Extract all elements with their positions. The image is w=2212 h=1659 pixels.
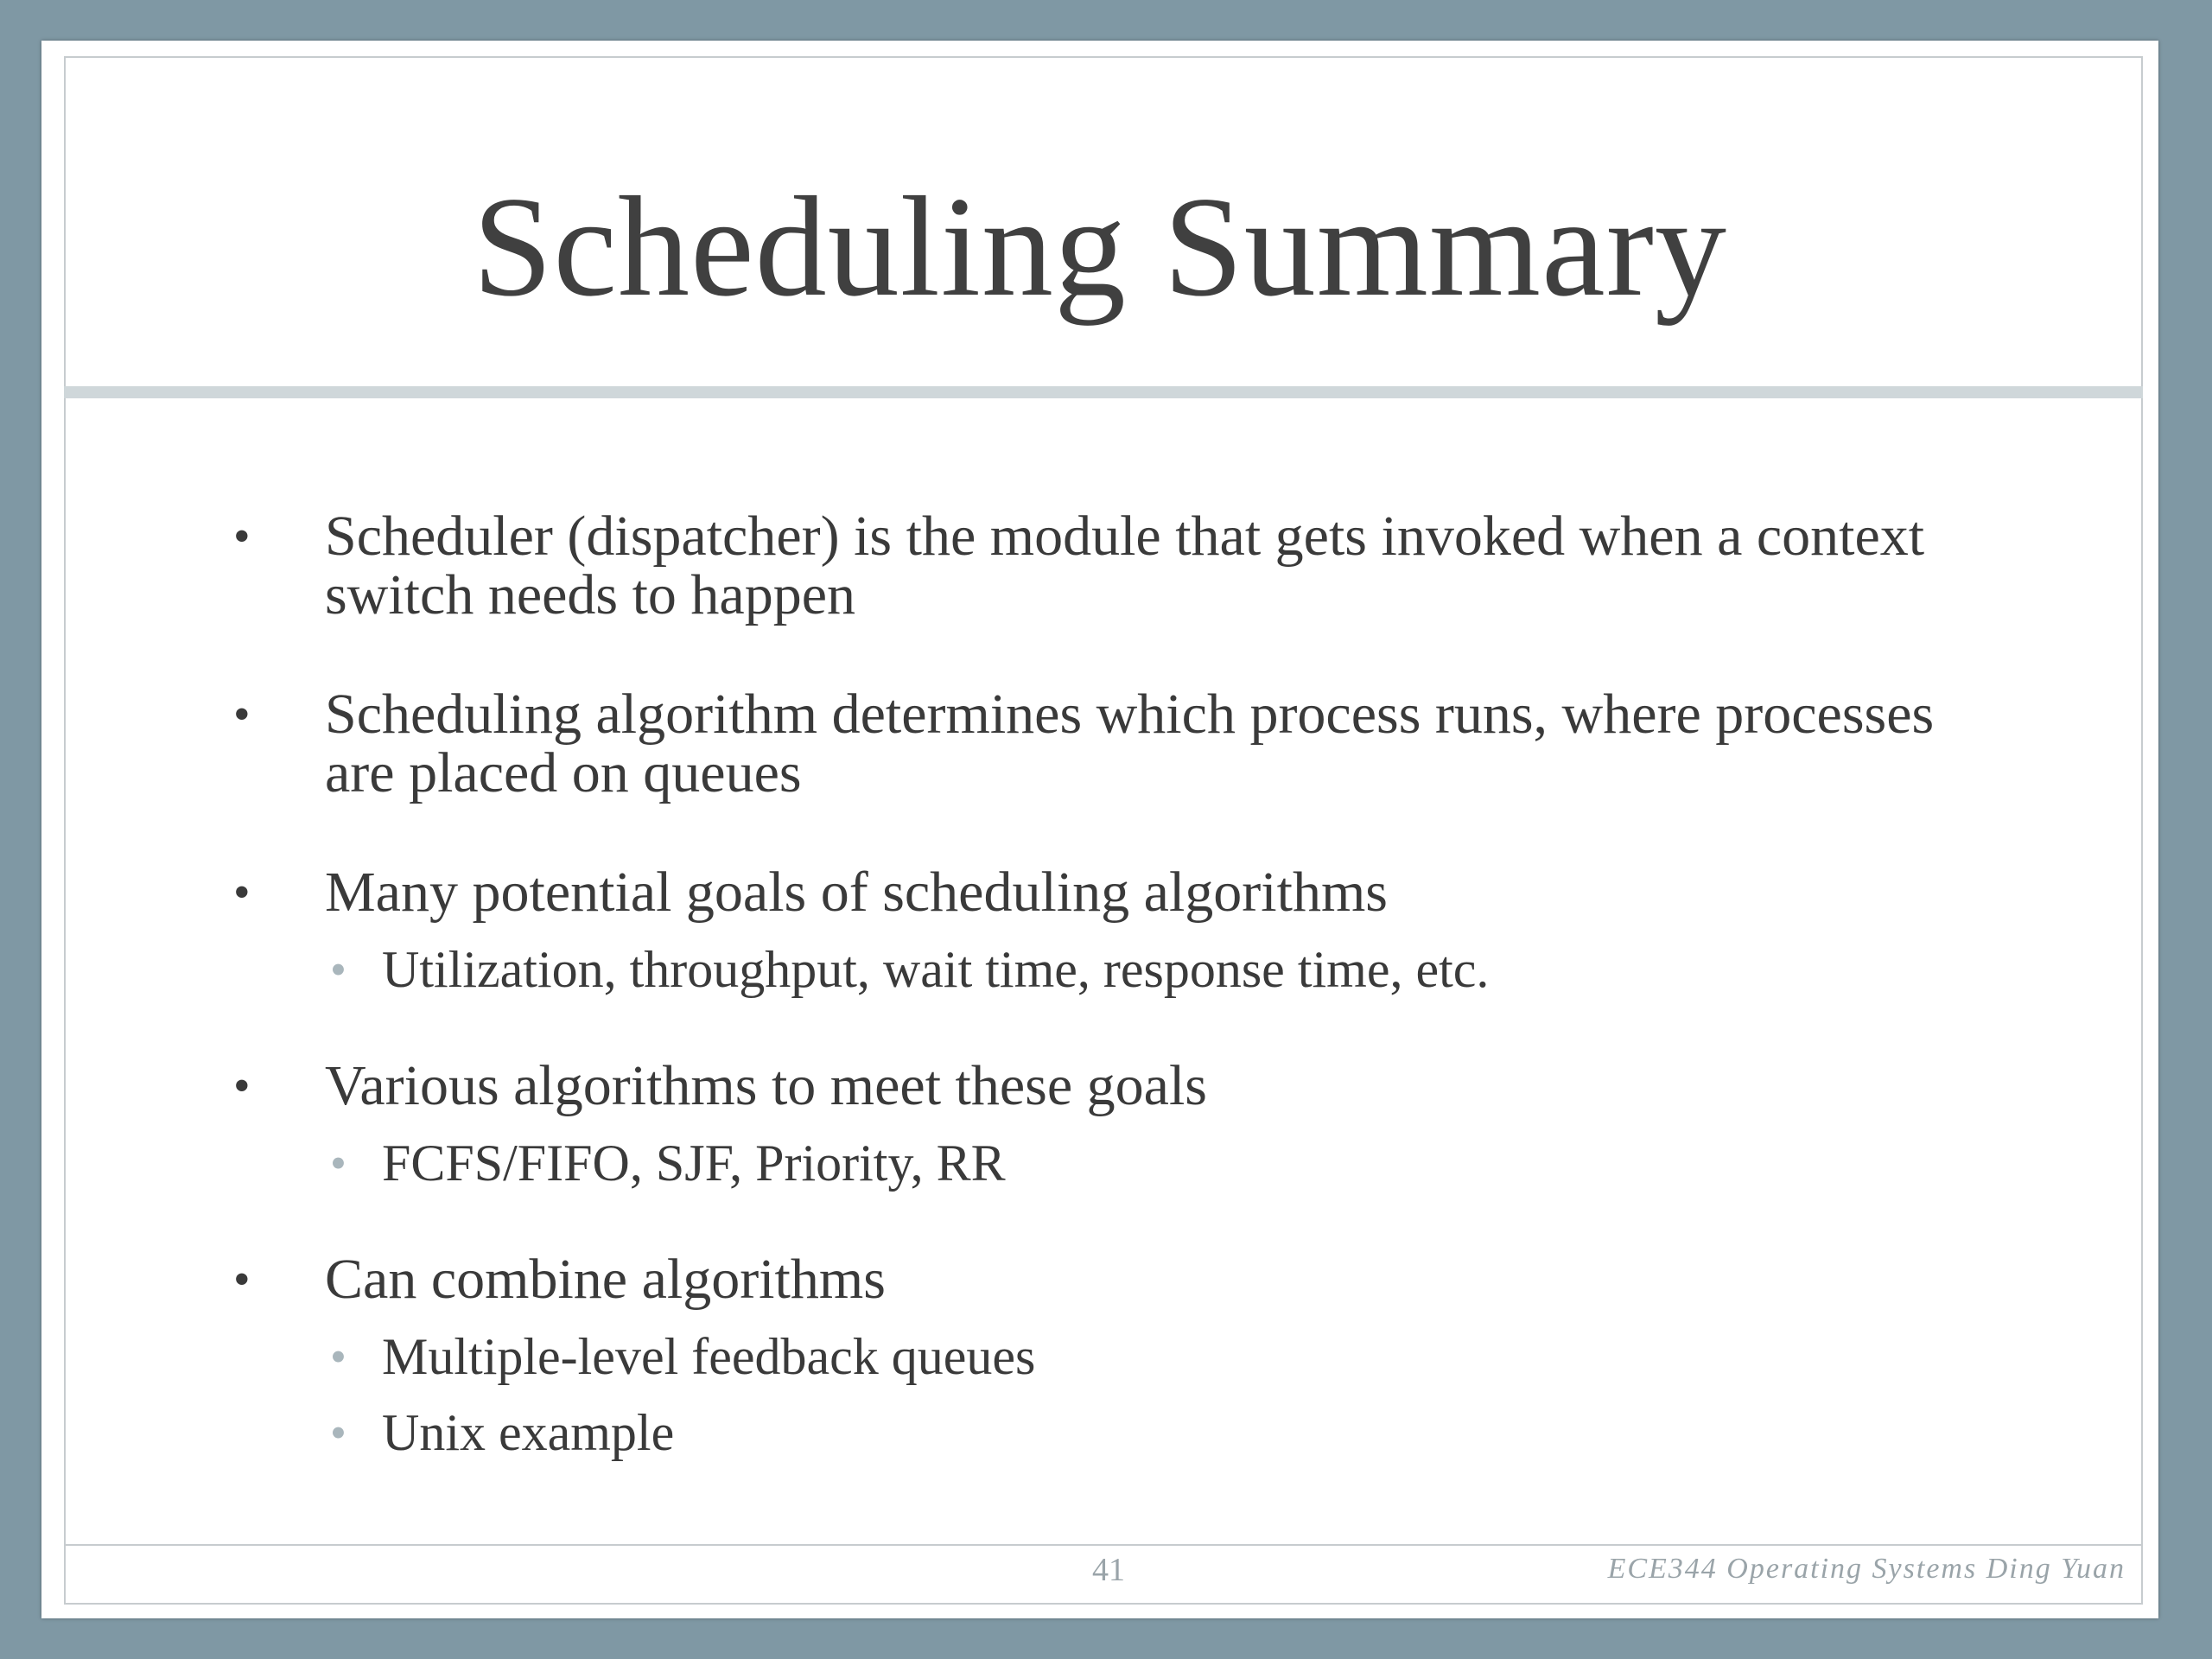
slide-title: Scheduling Summary (473, 167, 1727, 326)
bullet-item (197, 863, 2012, 922)
bullet-dot: • (233, 866, 251, 919)
sub-bullet-dot: • (330, 1331, 346, 1382)
bullet-dot: • (233, 510, 251, 563)
sub-bullet-dot: • (330, 1407, 346, 1459)
bullet-text: Scheduling algorithm determines which process runs, where processes are placed on queues (325, 683, 1935, 804)
bullet-item (197, 685, 2012, 803)
footer-text: ECE344 Operating Systems Ding Yuan (1607, 1553, 2126, 1585)
sub-bullet-list (197, 943, 2012, 996)
sub-bullet-list (197, 1136, 2012, 1190)
bullet-item (197, 1250, 2012, 1309)
sub-bullet-text: FCFS/FIFO, SJF, Priority, RR (382, 1135, 1006, 1192)
sub-bullet-text: Multiple-level feedback queues (382, 1328, 1036, 1385)
bullet-item (197, 1054, 2012, 1117)
title-divider (64, 386, 2143, 398)
bullet-dot: • (233, 688, 251, 741)
bullet-text: Many potential goals of scheduling algorithms (325, 861, 1388, 924)
sub-bullet-item (197, 1406, 2012, 1459)
sub-bullet-item (197, 1136, 2012, 1190)
bullet-dot: • (233, 1253, 251, 1306)
bullet-text: Various algorithms to meet these goals (325, 1054, 1207, 1117)
footer-divider (64, 1544, 2143, 1546)
sub-bullet-list (197, 1330, 2012, 1459)
sub-bullet-item (197, 1330, 2012, 1383)
sub-bullet-dot: • (330, 1137, 346, 1189)
bullet-dot: • (233, 1059, 251, 1113)
bullet-text: Can combine algorithms (325, 1248, 886, 1311)
bullet-text: Scheduler (dispatcher) is the module that gets invoked when a context switch needs to happen (325, 505, 1925, 626)
bullet-item (197, 507, 2012, 625)
sub-bullet-item (197, 943, 2012, 996)
slide (41, 41, 2158, 1618)
bullet-list (197, 507, 2012, 1520)
sub-bullet-dot: • (330, 944, 346, 995)
sub-bullet-text: Unix example (382, 1404, 675, 1461)
sub-bullet-text: Utilization, throughput, wait time, response time, etc. (382, 941, 1490, 998)
page-number: 41 (1092, 1552, 1125, 1588)
